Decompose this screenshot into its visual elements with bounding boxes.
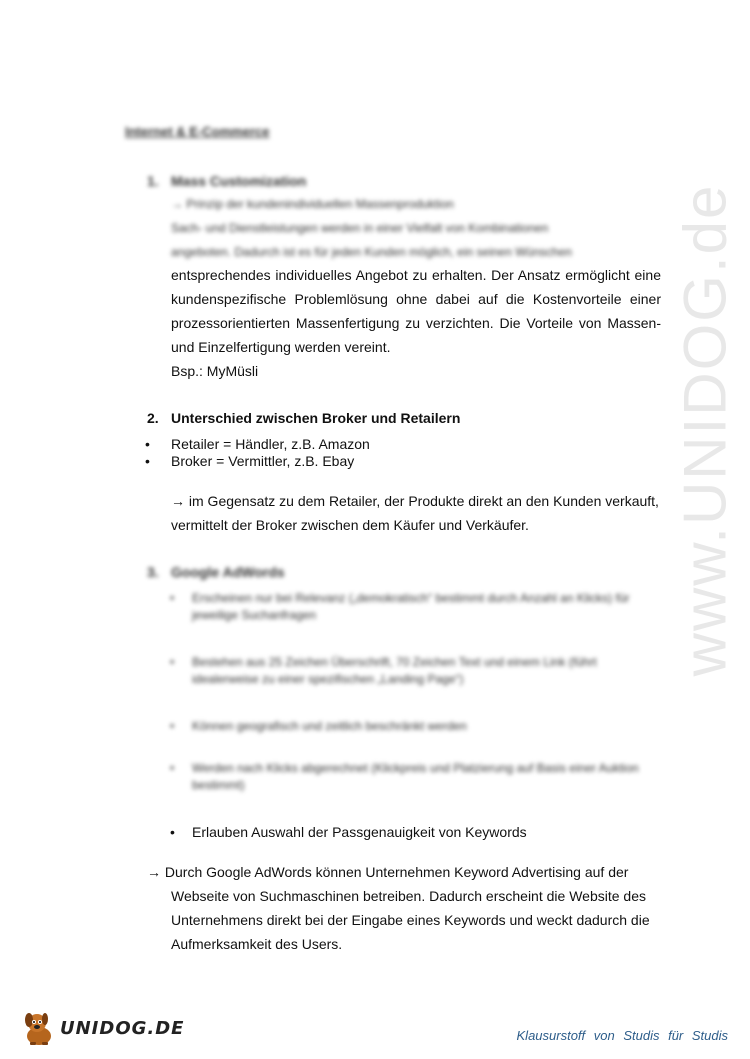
blurred-line: Sach- und Dienstleistungen werden in einer Vielfalt von Kombinationen — [171, 221, 549, 235]
section-1-blurred-lines — [171, 192, 661, 264]
list-item: • Erlauben Auswahl der Passgenauigkeit von Keywords — [170, 824, 527, 841]
watermark: www.UNIDOG.de — [671, 183, 739, 677]
logo-text: UNIDOG.DE — [60, 1017, 185, 1039]
conclusion-first-line: → Durch Google AdWords können Unternehmen Keyword Advertising auf der — [147, 864, 629, 880]
list-item: • Retailer = Händler, z.B. Amazon — [145, 436, 370, 453]
section-2-bullet-list — [145, 436, 370, 470]
conclusion-rest: Webseite von Suchmaschinen betreiben. Dadurch erscheint die Website des Unternehmens direkt bei der Eingabe eines Keywords und weckt dadurch die Aufmerksamkeit des Users. — [171, 888, 650, 952]
section-3-title — [147, 564, 285, 580]
list-item: • Werden nach Klicks abgerechnet (Klickpreis und Platzierung auf Basis einer Auktion bestimmt) — [170, 760, 662, 794]
section-number: 2. — [147, 410, 159, 426]
list-item: • Broker = Vermittler, z.B. Ebay — [145, 453, 370, 470]
section-title-text: Unterschied zwischen Broker und Retailern — [171, 410, 461, 426]
section-title-text: Google AdWords — [171, 564, 285, 580]
blurred-line: angeboten. Dadurch ist es für jeden Kunden möglich, ein seinen Wünschen — [171, 245, 572, 259]
unidog-logo[interactable] — [22, 1008, 184, 1048]
section-number: 3. — [147, 564, 159, 580]
section-number: 1. — [147, 173, 159, 189]
section-title-text: Mass Customization — [171, 173, 307, 189]
list-item: • Bestehen aus 25 Zeichen Überschrift, 70 Zeichen Text und einem Link (führt idealerweise zu einer spezifischen „Landing Page“) — [170, 654, 662, 688]
conclusion-paragraph — [147, 860, 667, 956]
list-item: • Erscheinen nur bei Relevanz („demokratisch“ bestimmt durch Anzahl an Klicks) für jeweilige Suchanfragen — [170, 590, 662, 624]
section-1-title — [147, 173, 306, 189]
blurred-line: → Prinzip der kundenindividuellen Massenproduktion — [171, 197, 454, 211]
section-2-title — [147, 410, 460, 426]
document-heading: Internet & E-Commerce — [125, 124, 270, 139]
footer-tagline: Klausurstoff von Studis für Studis — [516, 1028, 728, 1043]
dog-mascot-icon — [22, 1010, 56, 1046]
section-1-paragraph: entsprechendes individuelles Angebot zu erhalten. Der Ansatz ermöglicht eine kundenspezifische Problemlösung ohne dabei auf die Kostenvorteile einer prozessorientierten Massenfertigung zu verzichten. Die Vorteile von Massen- und Einzelfertigung werden vereint. — [171, 267, 661, 355]
section-2-paragraph: → im Gegensatz zu dem Retailer, der Produkte direkt an den Kunden verkauft, vermittelt der Broker zwischen dem Käufer und Verkäufer. — [171, 493, 659, 533]
list-item: • Können geografisch und zeitlich beschränkt werden — [170, 718, 662, 735]
section-3-last-bullet — [170, 824, 527, 841]
section-1-example: Bsp.: MyMüsli — [171, 363, 259, 379]
